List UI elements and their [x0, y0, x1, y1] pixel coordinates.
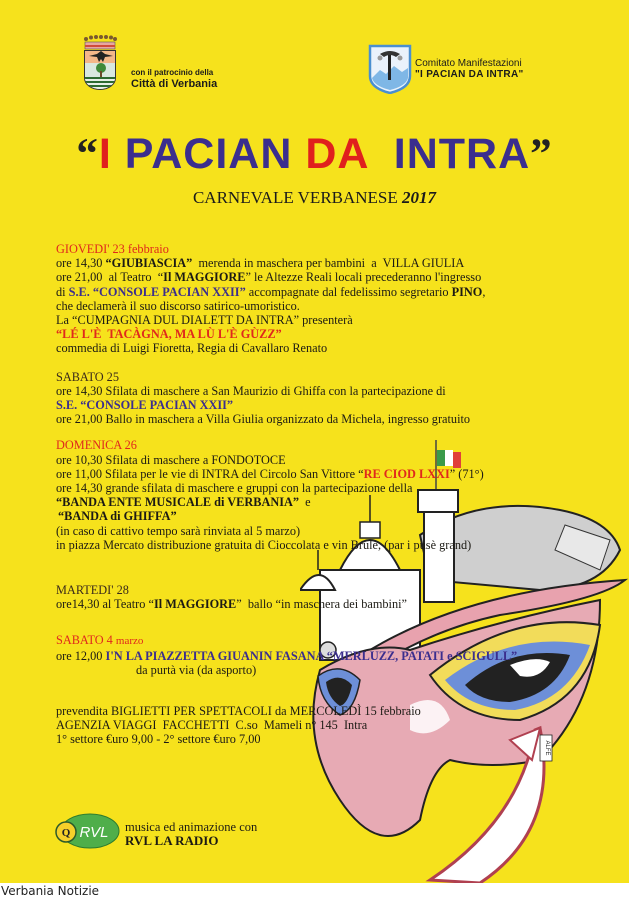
- rvl-radio-logo-icon: [54, 813, 120, 849]
- subtitle-text: CARNEVALE VERBANESE: [192, 188, 398, 207]
- patronage-text: [131, 68, 217, 90]
- program-line: ore 12,00 I'N LA PIAZZETTA GIUANIN FASANA “MERLUZZ, PATATI e SCIGULL”: [56, 648, 518, 663]
- radio-credit: [125, 820, 257, 848]
- svg-text:RVL: RVL: [79, 824, 109, 841]
- radio-credit-line1: musica ed animazione con: [125, 820, 258, 834]
- source-caption: Verbania Notizie: [1, 884, 100, 898]
- radio-credit-line2: RVL LA RADIO: [125, 833, 219, 848]
- program-line: ore14,30 al Teatro “Il MAGGIORE” ballo “in maschera dei bambini”: [56, 597, 407, 612]
- day-heading-giovedi: GIOVEDI' 23 febbraio: [56, 242, 169, 256]
- program-line: da purtà via (da asporto): [136, 662, 257, 677]
- ticket-presale: prevendita BIGLIETTI PER SPETTACOLI da MERCOLEDÌ 15 febbraio: [56, 704, 421, 719]
- committee-text: [415, 58, 524, 80]
- program-line: ore 14,30 Sfilata di maschere a San Maurizio di Ghiffa con la partecipazione di: [56, 383, 446, 398]
- title-open-quote: “: [76, 131, 99, 178]
- ticket-prices: 1° settore €uro 9,00 - 2° settore €uro 7,00: [56, 732, 261, 747]
- program-line: (in caso di cattivo tempo sarà rinviata al 5 marzo): [56, 523, 301, 538]
- program-line: “BANDA di GHIFFA”: [58, 509, 177, 524]
- day-heading-martedi: MARTEDI' 28: [56, 583, 129, 598]
- event-program: [56, 242, 616, 747]
- verbania-crest-icon: [82, 34, 118, 90]
- ticket-agency: AGENZIA VIAGGI FACCHETTI C.so Mameli n° 145 Intra: [56, 718, 368, 733]
- program-line: ore 14,30 grande sfilata di maschere e gruppi con la partecipazione della: [56, 481, 413, 496]
- poster-subtitle: [0, 188, 629, 208]
- committee-label: Comitato Manifestazioni: [415, 58, 522, 69]
- title-pacian: PACIAN: [111, 130, 306, 178]
- program-line: ore 10,30 Sfilata di maschere a FONDOTOCE: [56, 452, 286, 467]
- city-name: Città di Verbania: [131, 78, 218, 90]
- subtitle-year: 2017: [402, 188, 437, 207]
- title-close-quote: ”: [530, 131, 553, 178]
- day-heading-sabato-4: SABATO 4 marzo: [56, 633, 144, 648]
- patronage-label: con il patrocinio della: [131, 68, 214, 77]
- program-line: ore 21,00 al Teatro “Il MAGGIORE” le Altezze Reali locali precederanno l'ingresso: [56, 270, 482, 285]
- title-i: I: [98, 130, 112, 178]
- program-line: commedia di Luigi Fioretta, Regia di Cavallaro Renato: [56, 341, 328, 356]
- program-line: ore 14,30 “GIUBIASCIA” merenda in maschera per bambini a VILLA GIULIA: [56, 256, 465, 271]
- committee-name: "I PACIAN DA INTRA": [415, 69, 524, 80]
- program-line: La “CUMPAGNIA DUL DIALETT DA INTRA” presenterà: [56, 313, 353, 328]
- title-intra: INTRA: [367, 130, 531, 178]
- svg-text:Q: Q: [61, 827, 71, 839]
- program-line: “BANDA ENTE MUSICALE di VERBANIA” e: [56, 495, 311, 510]
- day-heading-sabato-25: SABATO 25: [56, 369, 119, 384]
- program-line: ore 11,00 Sfilata per le vie di INTRA del Circolo San Vittore “RE CIOD LXXI” (71°): [56, 466, 484, 481]
- program-line: in piazza Mercato distribuzione gratuita di Cioccolata e vin Brulè, (par i pusè grand): [56, 537, 472, 552]
- program-line: ore 21,00 Ballo in maschera a Villa Giulia organizzato da Michela, ingresso gratuito: [56, 412, 471, 427]
- program-line: S.E. “CONSOLE PACIAN XXII”: [56, 398, 234, 413]
- comedy-title: “LÉ L'È TACÀGNA, MA LÙ L'È GÙZZ”: [56, 327, 282, 342]
- program-line: che declamerà il suo discorso satirico-umoristico.: [56, 298, 300, 313]
- committee-logo-icon: [368, 44, 412, 94]
- day-heading-domenica: DOMENICA 26: [56, 438, 137, 453]
- title-da: DA: [305, 130, 368, 178]
- program-line: di S.E. “CONSOLE PACIAN XXII” accompagnate dal fedelissimo segretario PINO,: [56, 284, 486, 299]
- poster-title: [0, 130, 629, 179]
- artist-signature: ALFE: [544, 740, 550, 756]
